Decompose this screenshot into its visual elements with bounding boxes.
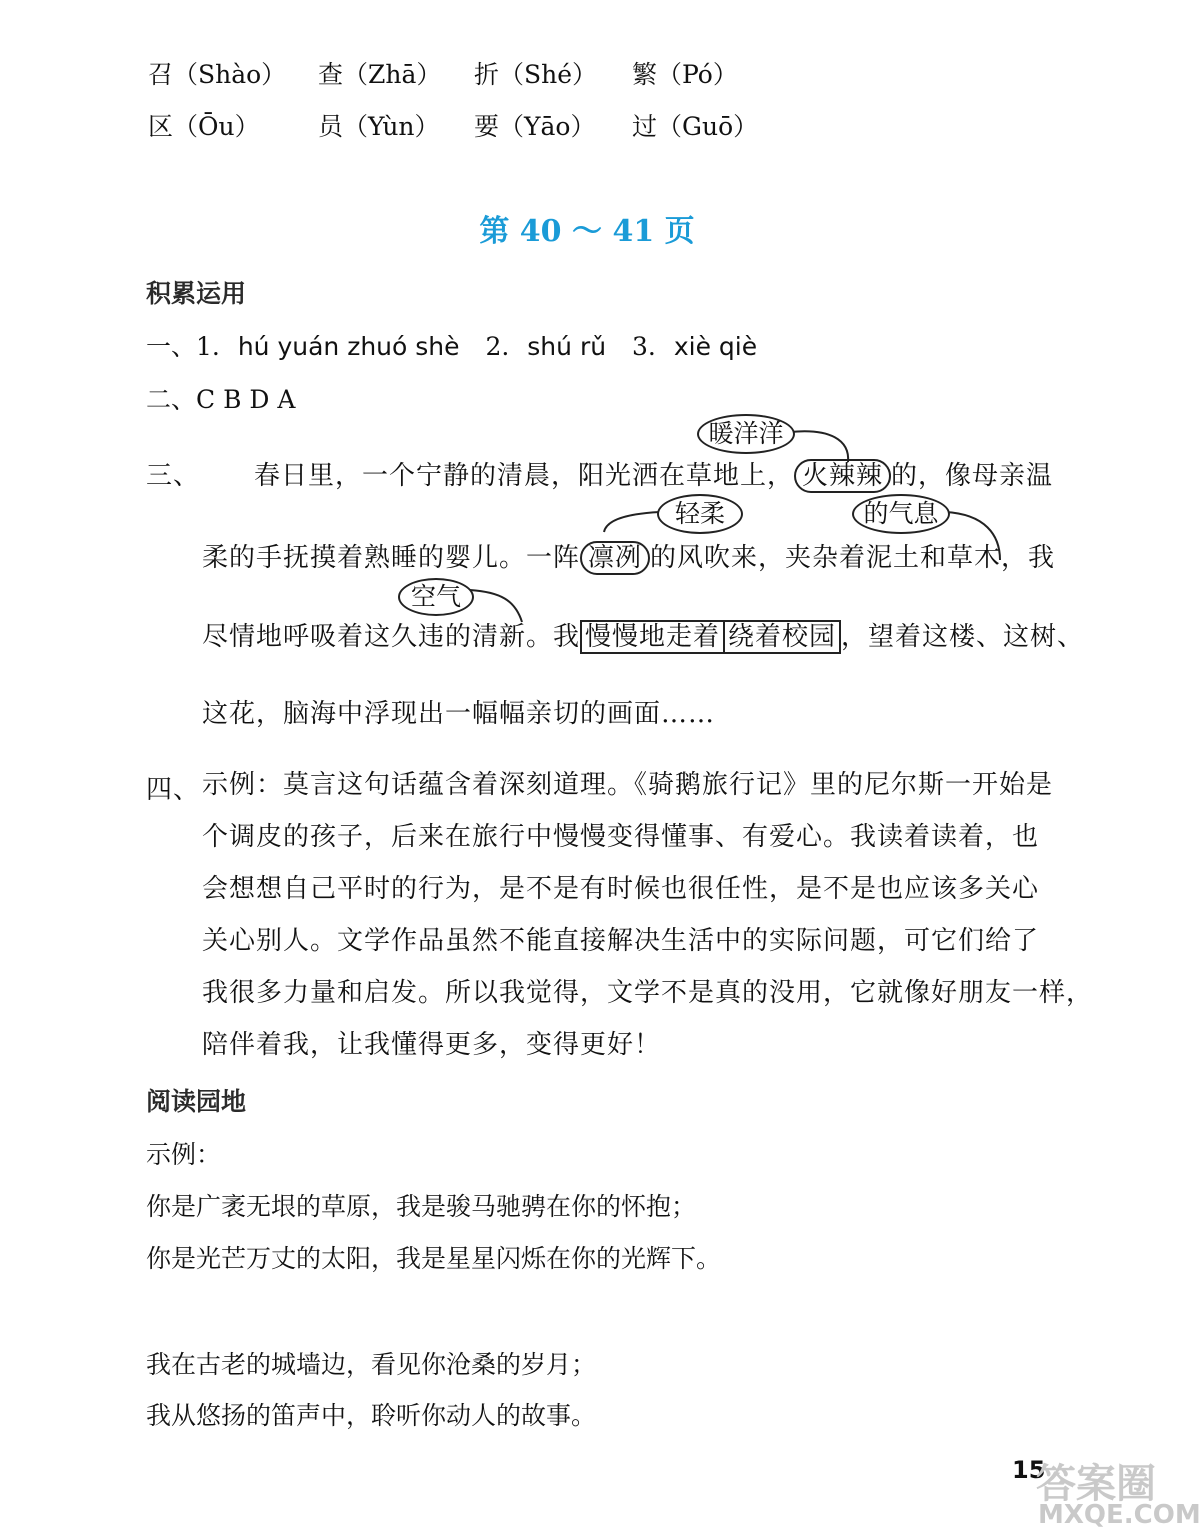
question-1-label: 一、1. [146,332,220,361]
pinyin-cell: 折（Shé） [474,60,598,89]
question-1-pinyin-1: hú yuán zhuó shè [237,332,460,361]
answer-line: 陪伴着我，让我懂得更多，变得更好！ [202,1030,662,1060]
pinyin-cell: 员（Yùn） [318,112,440,141]
watermark-url: MXQE.COM [1038,1500,1201,1530]
question-2: 二、C B D A [146,385,296,414]
section-heading-accumulation: 积累运用 [146,279,247,308]
question-1-num-2: 2. [485,332,510,361]
question-3-line [202,537,1055,574]
correction-bubble: 暖洋洋 [697,414,795,454]
question-3-label: 三、 [146,461,201,491]
answer-line: 示例：莫言这句话蕴含着深刻道理。《骑鹅旅行记》里的尼尔斯一开始是 [202,770,1054,800]
essay-text: 尽情地呼吸着这久违的清新。我 [202,622,581,652]
essay-text: 的风吹来，夹杂着泥土和草木，我 [650,543,1056,573]
essay-text: 春日里，一个宁静的清晨，阳光洒在草地上， [254,461,795,491]
pinyin-cell: 召（Shào） [148,60,287,89]
pinyin-cell: 查（Zhā） [318,60,442,89]
correction-bubble: 的气息 [852,494,950,534]
reading-example-label: 示例： [146,1140,222,1169]
essay-text: ，望着这楼、这树、 [841,622,1085,652]
poem-line: 你是光芒万丈的太阳，我是星星闪烁在你的光辉下。 [146,1244,722,1273]
correction-curves [0,0,1174,700]
poem-line: 我在古老的城墙边，看见你沧桑的岁月； [146,1350,597,1379]
question-3-line: 这花，脑海中浮现出一幅幅亲切的画面…… [202,699,716,729]
essay-text: 柔的手抚摸着熟睡的婴儿。一阵 [202,543,581,573]
poem-line: 我从悠扬的笛声中，聆听你动人的故事。 [146,1401,597,1430]
correction-bubble: 轻柔 [657,494,743,534]
section-heading-reading: 阅读园地 [146,1087,247,1116]
correction-bubble: 空气 [398,578,474,616]
pinyin-cell: 区（Ōu） [148,112,260,141]
pinyin-cell: 繁（Pó） [632,60,738,89]
boxed-phrase: 绕着校园 [725,620,841,654]
page-title: 第 40 ～ 41 页 [479,214,695,249]
circled-word: 火辣辣 [794,459,891,493]
question-4-answer [202,759,1093,1071]
boxed-phrase: 慢慢地走着 [580,620,725,654]
question-3-line [202,616,1084,653]
watermark-logo: 答案圈 [1036,1461,1156,1507]
question-3-line [254,455,1053,492]
essay-text: 的，像母亲温 [891,461,1054,491]
page-number: 15 [1012,1456,1046,1484]
question-1-num-3: 3. [632,332,656,361]
answer-line: 我很多力量和启发。所以我觉得，文学不是真的没用，它就像好朋友一样， [202,978,1094,1008]
question-1-pinyin-3: xiè qiè [673,332,758,361]
answer-line: 个调皮的孩子，后来在旅行中慢慢变得懂事、有爱心。我读着读着，也 [202,822,1040,852]
pinyin-cell: 要（Yāo） [474,112,596,141]
question-1-pinyin-2: shú rǔ [527,332,607,361]
poem-line: 你是广袤无垠的草原，我是骏马驰骋在你的怀抱； [146,1192,697,1221]
circled-word: 凛冽 [580,541,650,575]
answer-line: 会想想自己平时的行为，是不是有时候也很任性，是不是也应该多关心 [202,874,1040,904]
pinyin-cell: 过（Guō） [632,112,759,141]
question-4-label: 四、 [146,775,201,805]
answer-line: 关心别人。文学作品虽然不能直接解决生活中的实际问题，可它们给了 [202,926,1040,956]
